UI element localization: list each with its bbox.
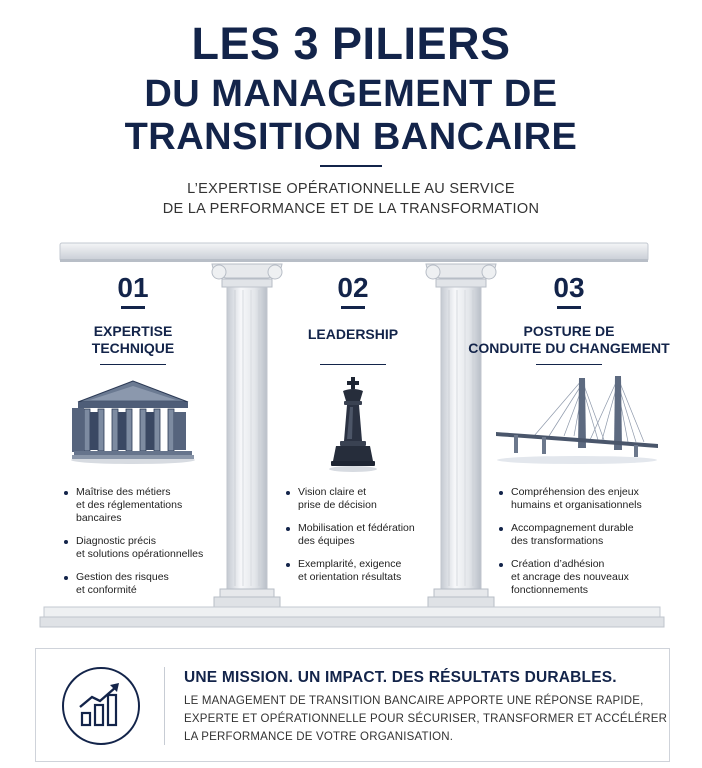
bridge-icon xyxy=(494,374,660,466)
growth-chart-icon xyxy=(62,667,140,745)
main-title-line-1: LES 3 PILIERS xyxy=(191,18,511,69)
banner-text-line-3: LA PERFORMANCE DE VOTRE ORGANISATION. xyxy=(184,731,454,743)
pillar-3-number-underline xyxy=(557,306,581,309)
pillar-3-divider xyxy=(536,364,602,365)
list-item: Maîtrise des métiers et des réglementations bancaires xyxy=(62,486,232,525)
list-item: Création d’adhésion et ancrage des nouveaux fonctionnements xyxy=(497,558,672,597)
list-item: Accompagnement durable des transformations xyxy=(497,522,672,548)
mission-banner xyxy=(35,648,670,762)
list-item: Exemplarité, exigence et orientation résultats xyxy=(284,558,444,584)
pillar-2-bullets xyxy=(284,486,444,594)
bank-building-icon xyxy=(70,378,196,464)
pillar-2-number: 02 xyxy=(337,272,369,303)
list-item: Diagnostic précis et solutions opérationnelles xyxy=(62,535,232,561)
pillar-1-title-line-2: TECHNIQUE xyxy=(91,340,175,356)
pillar-2-divider xyxy=(320,364,386,365)
pillar-1-number-underline xyxy=(121,306,145,309)
pillar-2-number-underline xyxy=(341,306,365,309)
banner-text-line-1: LE MANAGEMENT DE TRANSITION BANCAIRE APPORTE UNE RÉPONSE RAPIDE, xyxy=(184,695,644,707)
banner-heading: UNE MISSION. UN IMPACT. DES RÉSULTATS DURABLES. xyxy=(184,669,617,686)
list-item: Vision claire et prise de décision xyxy=(284,486,444,512)
list-item: Mobilisation et fédération des équipes xyxy=(284,522,444,548)
subtitle-line-2: DE LA PERFORMANCE ET DE LA TRANSFORMATION xyxy=(162,201,540,217)
pillar-3-title-line-1: POSTURE DE xyxy=(523,323,615,339)
top-beam xyxy=(60,243,648,262)
list-item: Gestion des risques et conformité xyxy=(62,571,232,597)
banner-text-line-2: EXPERTE ET OPÉRATIONNELLE POUR SÉCURISER, TRANSFORMER ET ACCÉLÉRER xyxy=(184,713,668,725)
pillar-3-bullets xyxy=(497,486,672,607)
pillar-3-number: 03 xyxy=(553,272,585,303)
main-title-line-3: TRANSITION BANCAIRE xyxy=(124,116,578,158)
list-item: Compréhension des enjeux humains et organisationnels xyxy=(497,486,672,512)
pillar-1-number: 01 xyxy=(117,272,149,303)
main-title-line-2: DU MANAGEMENT DE xyxy=(144,73,558,115)
subtitle-line-1: L’EXPERTISE OPÉRATIONNELLE AU SERVICE xyxy=(187,181,515,197)
pillar-1-title-line-1: EXPERTISE xyxy=(93,323,173,339)
temple-base xyxy=(40,607,664,627)
pillar-3-title-line-2: CONDUITE DU CHANGEMENT xyxy=(468,340,670,356)
chess-king-icon xyxy=(326,375,380,473)
pillar-1-bullets xyxy=(62,486,232,607)
pillar-2-title-line-1: LEADERSHIP xyxy=(307,326,399,342)
pillar-1-divider xyxy=(100,364,166,365)
banner-divider xyxy=(164,667,165,745)
